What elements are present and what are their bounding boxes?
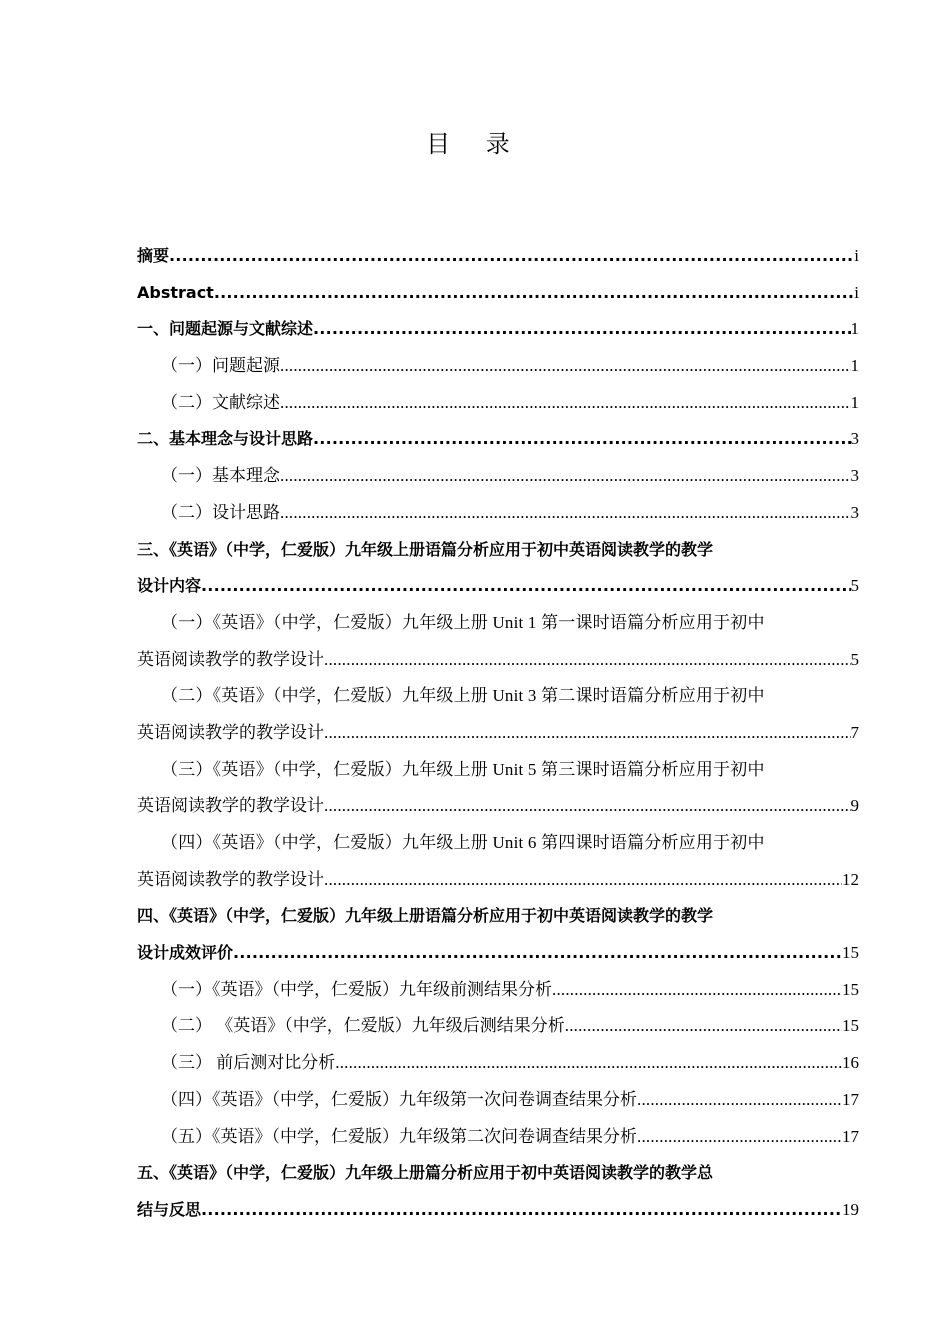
- toc-page-number: 5: [850, 649, 859, 669]
- toc-entry-title: （二）设计思路: [161, 502, 280, 522]
- page-title: 目 录: [426, 130, 524, 158]
- toc-entry-title: 三、《英语》（中学，仁爱版）九年级上册语篇分析应用于初中英语阅读教学的教学: [137, 539, 714, 559]
- toc-entry-title: 摘要: [137, 246, 170, 265]
- toc-page-number: 9: [850, 796, 859, 816]
- toc-page-number: 7: [850, 722, 859, 742]
- toc-entry-title-continued: 设计成效评价: [137, 943, 234, 963]
- toc-entry[interactable]: [137, 1045, 859, 1082]
- dot-leader: [201, 568, 850, 605]
- dot-leader: [280, 385, 851, 422]
- toc-entry-title: Abstract: [137, 282, 214, 302]
- toc-entry[interactable]: [137, 458, 859, 495]
- toc-entry-title-continued: 英语阅读教学的教学设计: [137, 796, 324, 816]
- toc-entry-title: （二）文献综述: [161, 392, 280, 412]
- toc-entry-title-continued: 英语阅读教学的教学设计: [137, 869, 324, 889]
- toc-entry-title: 四、《英语》（中学，仁爱版）九年级上册语篇分析应用于初中英语阅读教学的教学: [137, 906, 714, 926]
- toc-entry[interactable]: [137, 678, 859, 751]
- toc-entry-title-continued: 英语阅读教学的教学设计: [137, 649, 324, 669]
- toc-page-number: 3: [850, 466, 859, 486]
- toc-entry-title: （三）《英语》（中学，仁爱版）九年级上册 Unit 5 第三课时语篇分析应用于初中: [161, 759, 765, 779]
- toc-entry[interactable]: [137, 311, 859, 348]
- toc-entry-title: （一）基本理念: [161, 466, 280, 486]
- toc-entry-title: （一）问题起源: [161, 356, 280, 376]
- toc-entry[interactable]: [137, 972, 859, 1009]
- dot-leader: [214, 275, 854, 312]
- dot-leader: [637, 1119, 842, 1156]
- toc-entry[interactable]: [137, 1155, 859, 1228]
- toc-page-number: 17: [842, 1126, 859, 1146]
- toc-entry-title: （一）《英语》（中学，仁爱版）九年级前测结果分析: [161, 979, 552, 999]
- dot-leader: [280, 458, 851, 495]
- toc-entry[interactable]: [137, 1119, 859, 1156]
- toc-entry-title: （三） 前后测对比分析: [161, 1053, 336, 1073]
- toc-page-number: 19: [842, 1199, 859, 1219]
- toc-entry-title: （四）《英语》（中学，仁爱版）九年级第一次问卷调查结果分析: [161, 1089, 637, 1109]
- toc-entry-title: （一）《英语》（中学，仁爱版）九年级上册 Unit 1 第一课时语篇分析应用于初中: [161, 612, 765, 632]
- toc-entry-title: 五、《英语》（中学，仁爱版）九年级上册篇分析应用于初中英语阅读教学的教学总: [137, 1163, 714, 1183]
- toc-entry-title: （五）《英语》（中学，仁爱版）九年级第二次问卷调查结果分析: [161, 1126, 637, 1146]
- toc-entry[interactable]: [137, 898, 859, 971]
- toc-page-number: 15: [842, 1016, 859, 1036]
- toc-entry-title: （二） 《英语》（中学，仁爱版）九年级后测结果分析: [161, 1016, 565, 1036]
- toc-entry-title-continued: 英语阅读教学的教学设计: [137, 722, 324, 742]
- dot-leader: [324, 642, 851, 679]
- toc-entry[interactable]: [137, 752, 859, 825]
- toc-entry[interactable]: [137, 385, 859, 422]
- dot-leader: [324, 862, 842, 899]
- toc-page-number: i: [854, 246, 859, 265]
- dot-leader: [324, 715, 851, 752]
- dot-leader: [313, 311, 850, 348]
- toc-page-number: i: [854, 282, 859, 302]
- dot-leader: [565, 1008, 842, 1045]
- toc-page-number: 1: [850, 392, 859, 412]
- toc-page-number: 15: [842, 979, 859, 999]
- toc-page-number: 15: [842, 943, 859, 963]
- toc-entry-title: 一、问题起源与文献综述: [137, 319, 314, 339]
- toc-entry[interactable]: [137, 275, 859, 312]
- toc-page-number: 16: [842, 1053, 859, 1073]
- toc-entry[interactable]: [137, 348, 859, 385]
- dot-leader: [169, 238, 854, 275]
- toc-entry[interactable]: [137, 605, 859, 678]
- toc-page-number: 1: [850, 319, 859, 339]
- toc-entry-title: （二）《英语》（中学，仁爱版）九年级上册 Unit 3 第二课时语篇分析应用于初中: [161, 686, 765, 706]
- dot-leader: [233, 935, 842, 972]
- toc-entry-title: （四）《英语》（中学，仁爱版）九年级上册 Unit 6 第四课时语篇分析应用于初中: [161, 833, 765, 852]
- toc-entry[interactable]: [137, 1008, 859, 1045]
- dot-leader: [280, 348, 851, 385]
- toc-entry[interactable]: [137, 1082, 859, 1119]
- toc-entry[interactable]: [137, 238, 859, 275]
- dot-leader: [324, 788, 851, 825]
- toc-entry[interactable]: [137, 532, 859, 605]
- toc-page-number: 17: [842, 1089, 859, 1109]
- toc-entry[interactable]: [137, 495, 859, 532]
- dot-leader: [637, 1082, 842, 1119]
- toc-page-number: 3: [850, 429, 859, 449]
- toc-page-number: 3: [850, 502, 859, 522]
- dot-leader: [313, 421, 850, 458]
- table-of-contents: [137, 238, 859, 1229]
- toc-page-number: 12: [842, 869, 859, 889]
- dot-leader: [335, 1045, 842, 1082]
- dot-leader: [201, 1192, 842, 1229]
- toc-entry[interactable]: [137, 825, 859, 898]
- toc-page-number: 5: [850, 576, 859, 596]
- dot-leader: [280, 495, 851, 532]
- toc-entry[interactable]: [137, 421, 859, 458]
- toc-entry-title: 二、基本理念与设计思路: [137, 429, 314, 449]
- toc-entry-title-continued: 结与反思: [137, 1199, 202, 1219]
- toc-page-number: 1: [850, 356, 859, 376]
- dot-leader: [552, 972, 842, 1009]
- toc-entry-title-continued: 设计内容: [137, 576, 202, 596]
